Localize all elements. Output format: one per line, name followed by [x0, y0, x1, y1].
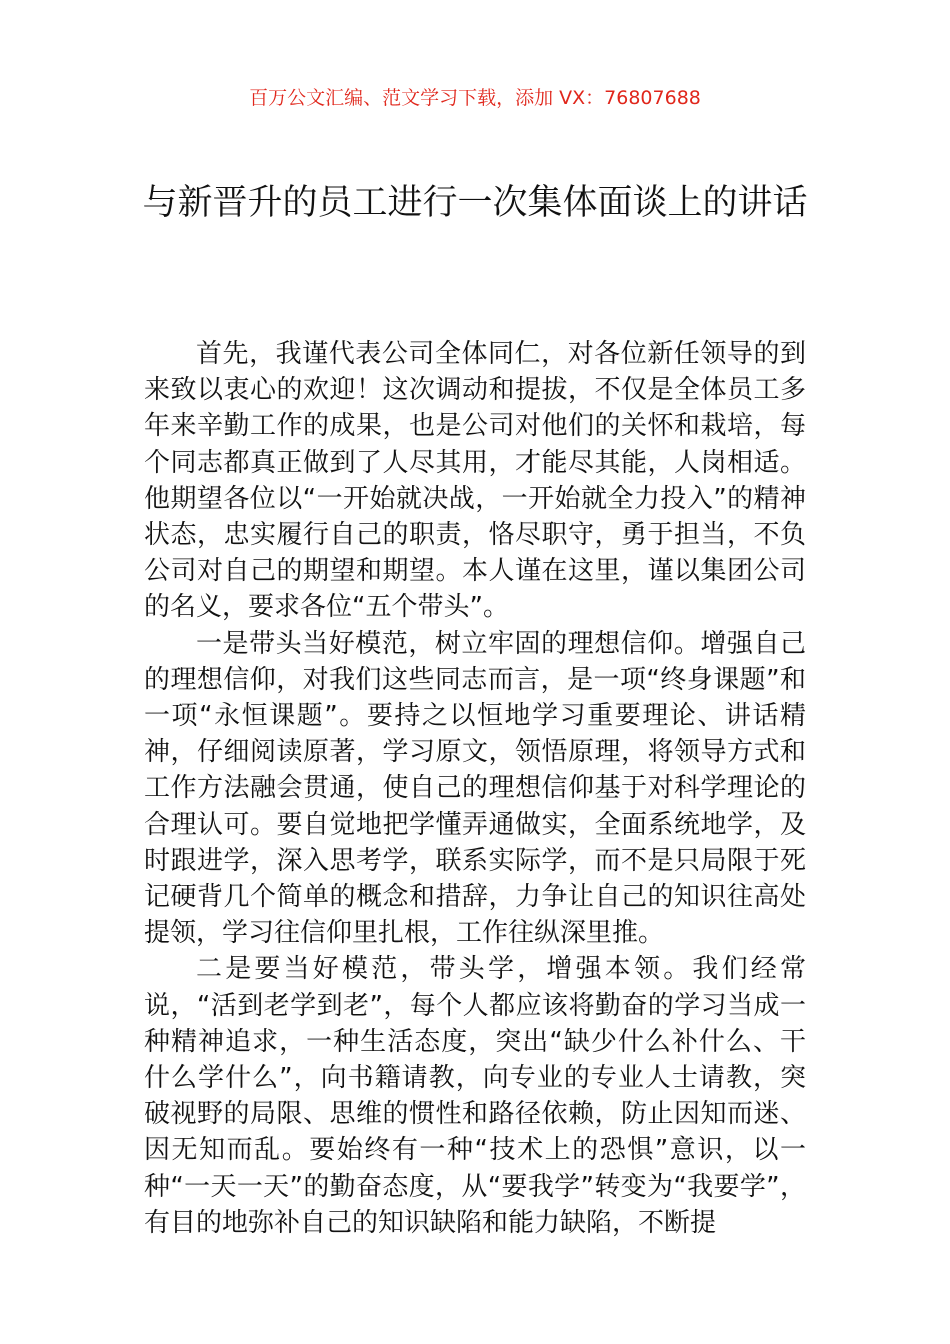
document-title: 与新晋升的员工进行一次集体面谈上的讲话	[142, 183, 808, 223]
document-body	[144, 336, 806, 1241]
paragraph-point-two: 二是要当好模范，带头学，增强本领。我们经常说，“活到老学到老”，每个人都应该将勤奋的学习当成一种精神追求，一种生活态度，突出“缺少什么补什么、干什么学什么”，向书籍请教，向专业的专业人士请教，突破视野的局限、思维的惯性和路径依赖，防止因知而迷、因无知而乱。要始终有一种“技术上的恐惧”意识，以一种“一天一天”的勤奋态度，从“要我学”转变为“我要学”，有目的地弥补自己的知识缺陷和能力缺陷，不断提	[144, 954, 806, 1238]
header-watermark-note: 百万公文汇编、范文学习下载，添加 VX：76807688	[249, 87, 701, 109]
paragraph-point-one: 一是带头当好模范，树立牢固的理想信仰。增强自己的理想信仰，对我们这些同志而言，是一项“终身课题”和一项“永恒课题”。要持之以恒地学习重要理论、讲话精神，仔细阅读原著，学习原文，领悟原理，将领导方式和工作方法融会贯通，使自己的理想信仰基于对科学理论的合理认可。要自觉地把学懂弄通做实，全面系统地学，及时跟进学，深入思考学，联系实际学，而不是只局限于死记硬背几个简单的概念和措辞，力争让自己的知识往高处提领，学习往信仰里扎根，工作往纵深里推。	[144, 628, 806, 949]
paragraph-intro: 首先，我谨代表公司全体同仁，对各位新任领导的到来致以衷心的欢迎！这次调动和提拔，不仅是全体员工多年来辛勤工作的成果，也是公司对他们的关怀和栽培，每个同志都真正做到了人尽其用，才能尽其能，人岗相适。他期望各位以“一开始就决战，一开始就全力投入”的精神状态，忠实履行自己的职责，恪尽职守，勇于担当，不负公司对自己的期望和期望。本人谨在这里，谨以集团公司的名义，要求各位“五个带头”。	[144, 339, 806, 623]
